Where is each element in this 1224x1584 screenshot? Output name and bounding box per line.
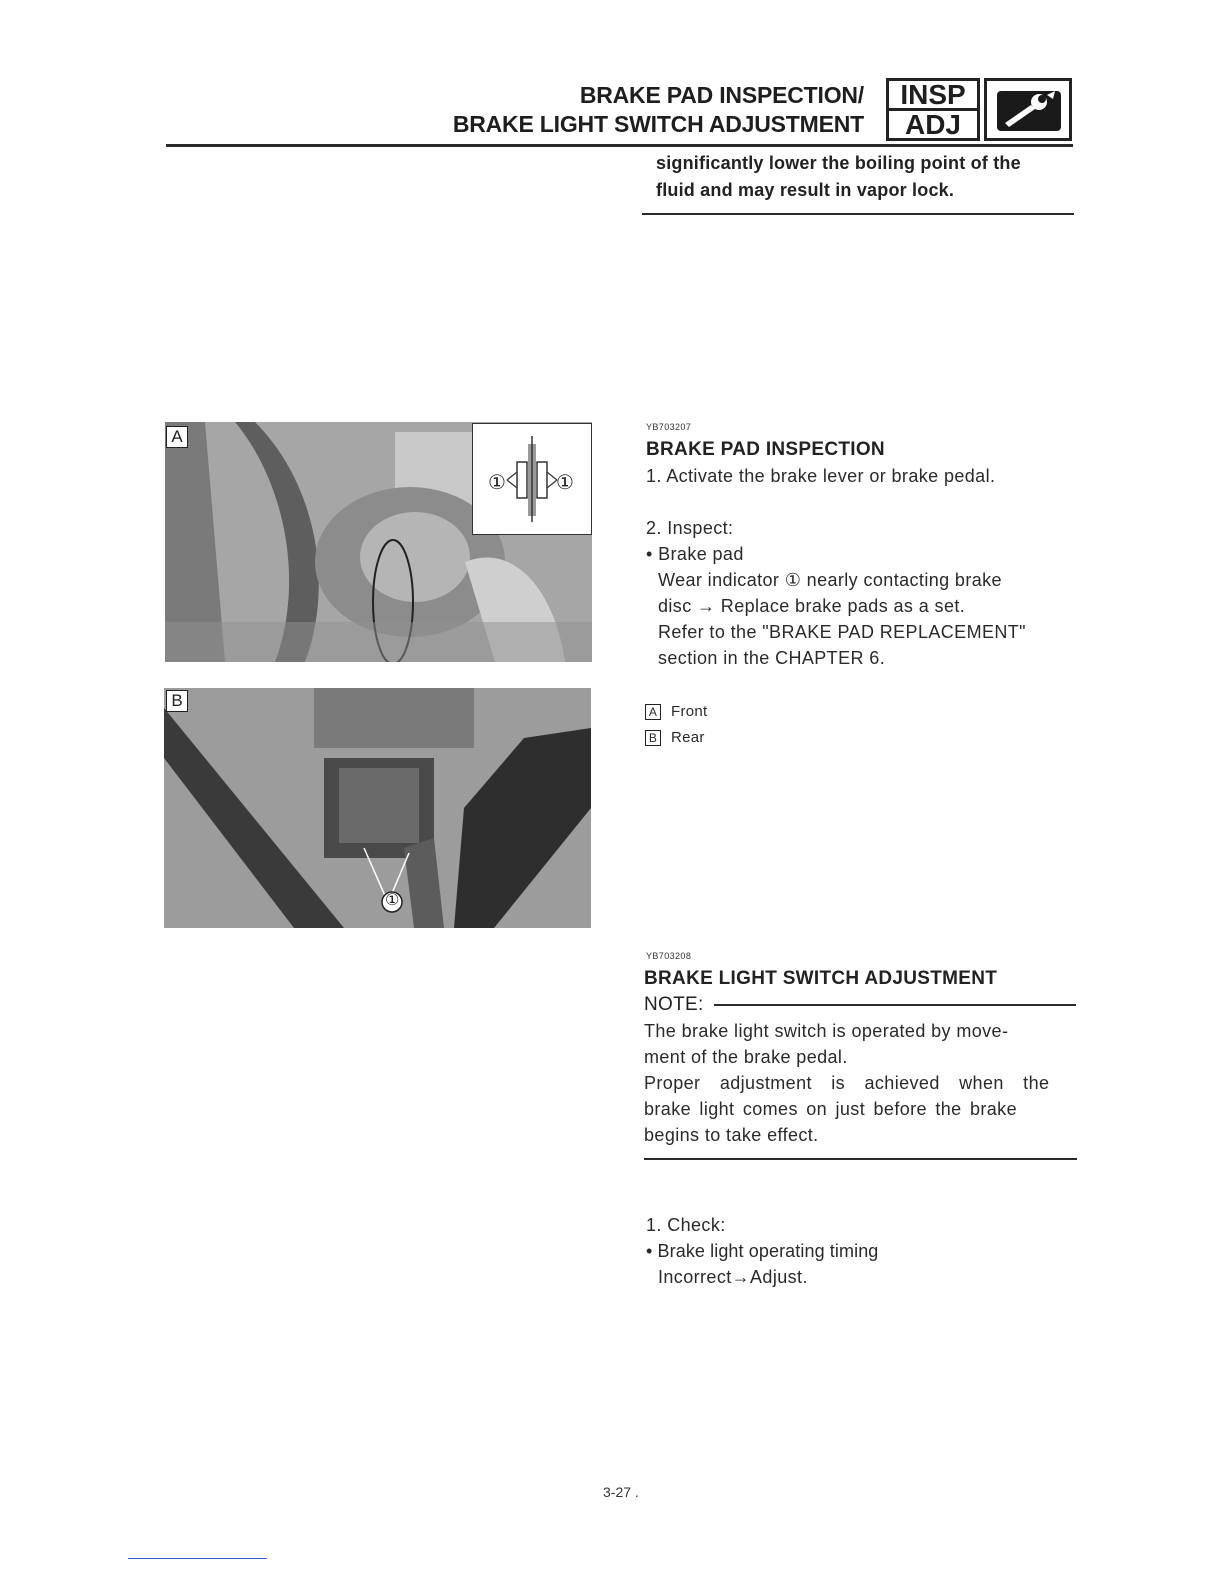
pad-detail3: Refer to the "BRAKE PAD REPLACEMENT"	[658, 622, 1026, 642]
note-line4: brake light comes on just before the brake	[644, 1099, 1017, 1119]
note-line3: Proper adjustment is achieved when the	[644, 1073, 1050, 1093]
pad-inspection-title: BRAKE PAD INSPECTION	[646, 439, 885, 460]
legend-front-key: A	[645, 704, 661, 720]
note-end-rule	[644, 1158, 1077, 1160]
pad-detail1: Wear indicator ① nearly contacting brake	[658, 570, 1002, 590]
pad-detail2: disc → Replace brake pads as a set.	[658, 596, 966, 616]
note-label: NOTE:	[644, 994, 704, 1015]
switch-step1: 1. Check:	[646, 1215, 726, 1235]
figure-label-b: B	[166, 690, 188, 712]
switch-adjustment-code: YB703208	[646, 951, 692, 961]
badge-insp: INSP	[900, 79, 966, 110]
switch-adjustment-title: BRAKE LIGHT SWITCH ADJUSTMENT	[644, 968, 998, 989]
legend-front-label: Front	[671, 703, 708, 720]
note-line2: ment of the brake pedal.	[644, 1047, 848, 1067]
pad-step1: 1. Activate the brake lever or brake pedal.	[646, 466, 996, 486]
note-rule	[714, 1004, 1076, 1006]
switch-bullet: • Brake light operating timing	[646, 1241, 879, 1261]
pad-inspection-code: YB703207	[646, 422, 692, 432]
badge-adj: ADJ	[904, 109, 961, 140]
wrench-icon	[984, 78, 1072, 141]
header-title-line2: BRAKE LIGHT SWITCH ADJUSTMENT	[452, 111, 864, 137]
pad-bullet: • Brake pad	[646, 544, 744, 564]
intro-rule	[642, 213, 1074, 215]
note-line1: The brake light switch is operated by move-	[644, 1021, 1009, 1041]
legend-front	[645, 699, 708, 725]
inset-callout-left: ①	[488, 472, 506, 494]
page-number: 3-27 .	[603, 1484, 639, 1500]
bottom-link-line	[128, 1558, 267, 1559]
intro-line2: fluid and may result in vapor lock.	[656, 180, 955, 200]
pad-detail4: section in the CHAPTER 6.	[658, 648, 886, 668]
intro-line1: significantly lower the boiling point of the	[656, 153, 1021, 173]
header-title-line1: BRAKE PAD INSPECTION/	[579, 82, 864, 108]
figure-rear-caliper	[164, 688, 591, 928]
switch-detail: Incorrect→Adjust.	[658, 1267, 808, 1287]
note-line5: begins to take effect.	[644, 1125, 819, 1145]
legend-rear-key: B	[645, 730, 661, 746]
figure-rear-callout: ①	[385, 892, 400, 909]
figure-label-a: A	[166, 426, 188, 448]
legend-rear	[645, 725, 705, 751]
inset-callout-right: ①	[556, 472, 574, 494]
pad-step2: 2. Inspect:	[646, 518, 734, 538]
legend-rear-label: Rear	[671, 729, 705, 746]
header-rule	[166, 144, 1073, 147]
